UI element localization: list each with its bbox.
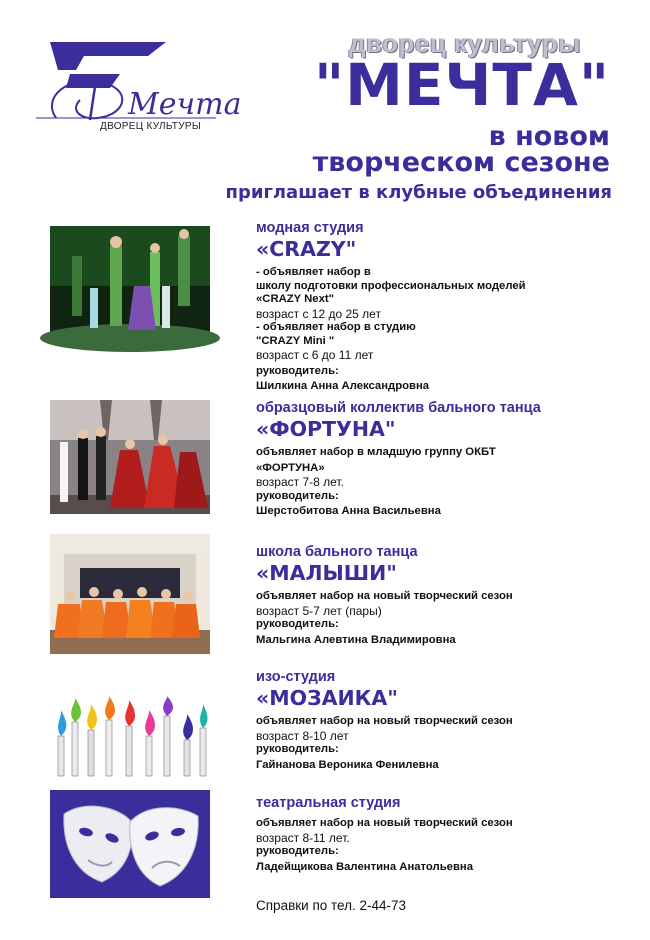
paintbrushes-icon bbox=[50, 696, 210, 778]
section-kind: школа бального танца bbox=[256, 544, 418, 560]
section-title: «ФОРТУНА" bbox=[256, 417, 396, 441]
leader-name: Гайнанова Вероника Фенилевна bbox=[256, 758, 439, 771]
crazy-photo bbox=[50, 226, 210, 344]
fortuna-photo bbox=[50, 400, 210, 514]
page-title: "МЕЧТА" bbox=[313, 51, 611, 119]
leader-name: Шерстобитова Анна Васильевна bbox=[256, 505, 441, 517]
leader-label: руководитель: bbox=[256, 743, 339, 755]
section-kind: театральная студия bbox=[256, 795, 401, 811]
age-line: возраст 8-11 лет. bbox=[256, 830, 350, 845]
fortuna-section bbox=[256, 400, 636, 519]
info-line: объявляет набор в младшую группу ОКБТ bbox=[256, 446, 496, 458]
contact-phone: Справки по тел. 2-44-73 bbox=[256, 898, 407, 913]
age-line: возраст 7-8 лет. bbox=[256, 475, 344, 489]
invite-line: приглашает в клубные объединения bbox=[225, 182, 612, 203]
info-line: объявляет набор на новый творческий сезон bbox=[256, 590, 513, 602]
age-line: возраст с 6 до 11 лет bbox=[256, 348, 374, 362]
section-title: «МАЛЫШИ" bbox=[256, 561, 397, 585]
info-line: объявляет набор на новый творческий сезон bbox=[256, 817, 513, 829]
malyshi-photo bbox=[50, 534, 210, 654]
info-line: "CRAZY Mini " bbox=[256, 334, 335, 347]
age-line: возраст 5-7 лет (пары) bbox=[256, 603, 382, 618]
info-line: - объявляет набор в bbox=[256, 266, 371, 278]
info-line: объявляет набор на новый творческий сезон bbox=[256, 715, 513, 727]
logo-script: Мечта bbox=[128, 87, 242, 122]
section-kind: образцовый коллектив бального танца bbox=[256, 400, 541, 416]
age-line: возраст с 12 до 25 лет bbox=[256, 306, 381, 321]
crazy-section bbox=[256, 220, 636, 394]
palace-heading: дворец культуры bbox=[348, 28, 581, 58]
theatre-masks-photo bbox=[50, 790, 210, 898]
leader-label: руководитель: bbox=[256, 364, 339, 377]
logo-caption: ДВОРЕЦ КУЛЬТУРЫ bbox=[100, 121, 201, 132]
section-kind: изо-студия bbox=[256, 669, 336, 685]
leader-label: руководитель: bbox=[256, 845, 339, 857]
malyshi-section bbox=[256, 544, 636, 647]
leader-name: Шилкина Анна Александровна bbox=[256, 380, 430, 392]
subtitle-line-1: в новом bbox=[488, 121, 610, 152]
section-title: «CRAZY" bbox=[256, 237, 357, 261]
mozaika-photo bbox=[50, 696, 210, 778]
leader-name: Мальгина Алевтина Владимировна bbox=[256, 633, 456, 646]
info-line: «CRAZY Next" bbox=[256, 293, 334, 305]
section-title: «МОЗАИКА" bbox=[256, 686, 398, 710]
leader-name: Ладейщикова Валентина Анатольевна bbox=[256, 860, 474, 873]
mozaika-section bbox=[256, 669, 636, 772]
info-line: школу подготовки профессиональных моделей bbox=[256, 279, 526, 292]
theatre-masks-icon bbox=[50, 790, 210, 898]
age-line: возраст 8-10 лет bbox=[256, 728, 349, 743]
info-line: - объявляет набор в студию bbox=[256, 321, 416, 333]
info-line: «ФОРТУНА» bbox=[256, 461, 325, 474]
theatre-section bbox=[256, 795, 636, 874]
subtitle-line-2: творческом сезоне bbox=[312, 147, 610, 178]
section-kind: модная студия bbox=[256, 220, 364, 236]
leader-label: руководитель: bbox=[256, 618, 339, 630]
leader-label: руководитель: bbox=[256, 489, 339, 502]
